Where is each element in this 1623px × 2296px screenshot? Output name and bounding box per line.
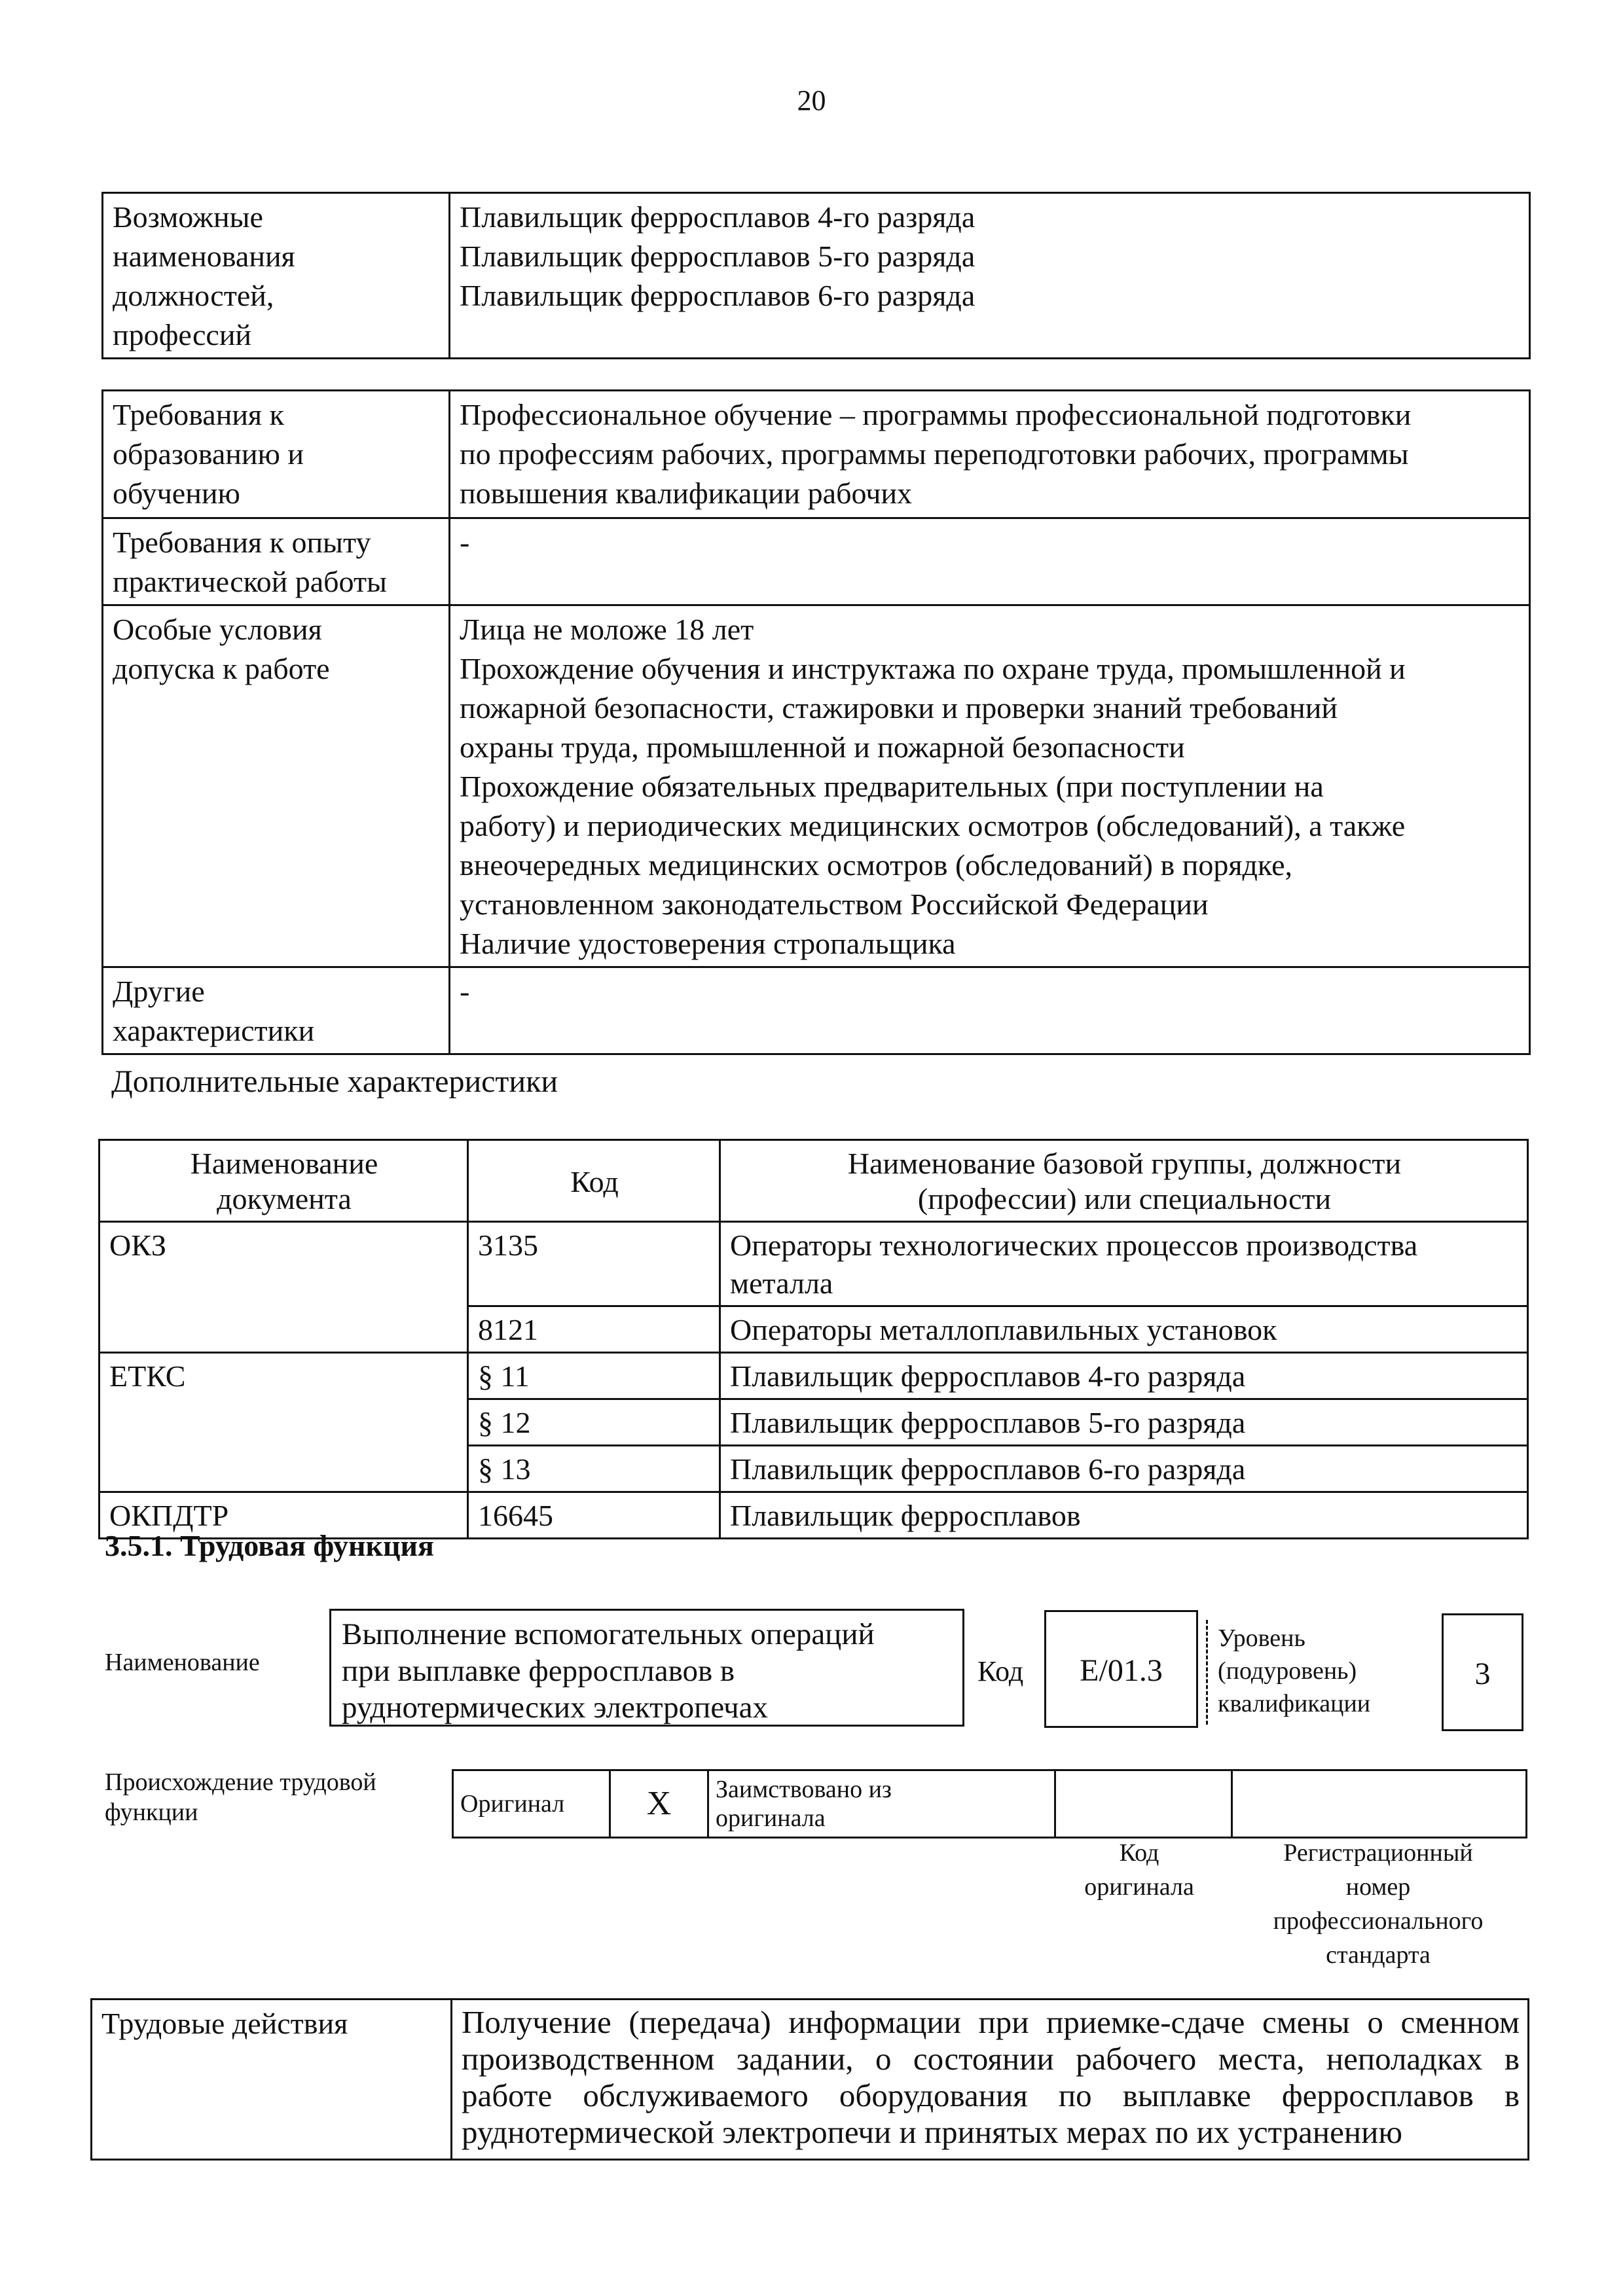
borrowed-label bbox=[708, 1770, 1055, 1838]
code-cell: 8121 bbox=[468, 1306, 720, 1353]
label-line: Требования к опыту bbox=[113, 526, 371, 559]
original-mark: X bbox=[610, 1770, 708, 1838]
level-label-line: Уровень bbox=[1218, 1624, 1305, 1652]
function-name-box bbox=[329, 1609, 964, 1727]
labor-actions-label: Трудовые действия bbox=[92, 2000, 452, 2160]
origin-label bbox=[105, 1767, 376, 1827]
labor-actions-row bbox=[92, 2000, 1529, 2160]
label-line: профессий bbox=[113, 318, 252, 351]
header-line: Наименование базовой группы, должности bbox=[847, 1147, 1402, 1180]
doc-cell: ЕТКС bbox=[100, 1353, 468, 1492]
label-line: Возможные bbox=[113, 200, 263, 234]
label-line: Особые условия bbox=[113, 613, 322, 646]
borrowed-line: оригинала bbox=[716, 1804, 826, 1832]
header-line: Наименование bbox=[190, 1147, 378, 1180]
label-line: образованию и bbox=[113, 437, 304, 471]
code-cell: § 13 bbox=[468, 1446, 720, 1492]
function-name-line: руднотермических электропечах bbox=[342, 1691, 769, 1725]
name-line: Операторы металлоплавильных установок bbox=[730, 1313, 1277, 1346]
label-line: допуска к работе bbox=[113, 652, 330, 685]
value-line: Профессиональное обучение – программы профессиональной подготовки bbox=[460, 398, 1412, 431]
table-row bbox=[100, 1222, 1528, 1306]
requirement-label bbox=[103, 518, 450, 605]
value-line: Лица не моложе 18 лет bbox=[460, 613, 754, 646]
position-item: Плавильщик ферросплавов 5-го разряда bbox=[460, 240, 976, 273]
page-number: 20 bbox=[797, 84, 826, 117]
function-name-label: Наименование bbox=[105, 1649, 260, 1676]
value-line: внеочередных медицинских осмотров (обследований) в порядке, bbox=[460, 848, 1293, 882]
label-line: характеристики bbox=[113, 1014, 315, 1047]
caption-line: оригинала bbox=[1084, 1873, 1194, 1901]
labor-function-heading: 3.5.1. Трудовая функция bbox=[105, 1529, 434, 1562]
position-item: Плавильщик ферросплавов 4-го разряда bbox=[460, 200, 976, 234]
name-cell bbox=[720, 1306, 1528, 1353]
function-code-label: Код bbox=[977, 1655, 1024, 1687]
name-cell bbox=[720, 1492, 1528, 1539]
level-label-line: квалификации bbox=[1218, 1690, 1371, 1717]
requirement-label bbox=[103, 391, 450, 518]
label-line: должностей, bbox=[113, 279, 274, 312]
value-line: Наличие удостоверения стропальщика bbox=[460, 927, 956, 960]
value-line: по профессиям рабочих, программы переподготовки рабочих, программы bbox=[460, 437, 1409, 471]
function-name-line: Выполнение вспомогательных операций bbox=[342, 1617, 875, 1651]
value-line: работу) и периодических медицинских осмотров (обследований), а также bbox=[460, 809, 1406, 842]
code-cell: 16645 bbox=[468, 1492, 720, 1539]
value-line: - bbox=[460, 975, 470, 1008]
requirement-value bbox=[450, 391, 1530, 518]
requirements-table bbox=[101, 389, 1531, 1055]
code-cell: 3135 bbox=[468, 1222, 720, 1306]
original-label: Оригинал bbox=[453, 1770, 610, 1838]
label-line: обучению bbox=[113, 476, 240, 510]
positions-label bbox=[103, 193, 450, 359]
caption-line: стандарта bbox=[1326, 1941, 1431, 1969]
dashed-divider bbox=[1206, 1620, 1208, 1725]
labor-actions-table bbox=[90, 1998, 1529, 2161]
origin-table bbox=[452, 1769, 1527, 1839]
requirement-label bbox=[103, 605, 450, 967]
requirements-row-special-conditions bbox=[103, 605, 1530, 967]
additional-heading: Дополнительные характеристики bbox=[111, 1064, 558, 1099]
qualification-level-box: 3 bbox=[1442, 1613, 1523, 1731]
origin-label-line: функции bbox=[105, 1799, 198, 1826]
requirement-label bbox=[103, 967, 450, 1054]
name-cell bbox=[720, 1446, 1528, 1492]
requirement-value bbox=[450, 518, 1530, 605]
borrowed-line: Заимствовано из bbox=[716, 1776, 892, 1803]
positions-row bbox=[103, 193, 1530, 359]
value-line: охраны труда, промышленной и пожарной безопасности bbox=[460, 730, 1185, 764]
reg-number-caption bbox=[1231, 1836, 1525, 1972]
header-line: (профессии) или специальности bbox=[917, 1182, 1332, 1215]
function-code-box: E/01.3 bbox=[1044, 1610, 1198, 1728]
positions-table bbox=[101, 192, 1531, 359]
label-line: наименования bbox=[113, 240, 295, 273]
name-line: Плавильщик ферросплавов bbox=[730, 1499, 1081, 1532]
requirements-row-other bbox=[103, 967, 1530, 1054]
name-line: Плавильщик ферросплавов 6-го разряда bbox=[730, 1452, 1246, 1486]
name-line: Плавильщик ферросплавов 4-го разряда bbox=[730, 1359, 1246, 1393]
value-line: пожарной безопасности, стажировки и проверки знаний требований bbox=[460, 691, 1338, 725]
function-name-line: при выплавке ферросплавов в bbox=[342, 1654, 735, 1688]
position-item: Плавильщик ферросплавов 6-го разряда bbox=[460, 279, 976, 312]
value-line: установленном законодательством Российской Федерации bbox=[460, 888, 1209, 921]
requirement-value bbox=[450, 605, 1530, 967]
name-line: Операторы технологических процессов производства bbox=[730, 1229, 1418, 1262]
name-cell bbox=[720, 1399, 1528, 1446]
caption-line: номер bbox=[1345, 1873, 1411, 1901]
value-line: Прохождение обучения и инструктажа по охране труда, промышленной и bbox=[460, 652, 1406, 685]
original-code-cell bbox=[1055, 1770, 1232, 1838]
positions-values bbox=[450, 193, 1530, 359]
requirement-value bbox=[450, 967, 1530, 1054]
header-code: Код bbox=[468, 1140, 720, 1222]
label-line: практической работы bbox=[113, 565, 387, 598]
name-cell bbox=[720, 1222, 1528, 1306]
name-line: металла bbox=[730, 1266, 833, 1300]
origin-label-line: Происхождение трудовой bbox=[105, 1768, 376, 1796]
doc-cell: ОКЗ bbox=[100, 1222, 468, 1353]
name-line: Плавильщик ферросплавов 5-го разряда bbox=[730, 1406, 1246, 1439]
doc-cell: ОКПДТР bbox=[100, 1492, 468, 1539]
label-line: Требования к bbox=[113, 398, 284, 431]
caption-line: Код bbox=[1119, 1839, 1159, 1867]
header-doc bbox=[100, 1140, 468, 1222]
labor-actions-text: Получение (передача) информации при приемке-сдаче смены о сменном производственном задании, о состоянии рабочего места, неполадках в работе обслуживаемого оборудования по выплавке ферросплавов в руднотермической электропечи и принятых мерах по их устранению bbox=[452, 2000, 1529, 2160]
label-line: Другие bbox=[113, 975, 205, 1008]
table-row bbox=[100, 1353, 1528, 1399]
code-cell: § 11 bbox=[468, 1353, 720, 1399]
level-label-line: (подуровень) bbox=[1218, 1657, 1357, 1685]
caption-line: профессионального bbox=[1273, 1907, 1484, 1935]
requirements-row-education bbox=[103, 391, 1530, 518]
qualification-level-label bbox=[1218, 1622, 1370, 1720]
name-cell bbox=[720, 1353, 1528, 1399]
requirements-row-experience bbox=[103, 518, 1530, 605]
value-line: Прохождение обязательных предварительных (при поступлении на bbox=[460, 770, 1324, 803]
additional-table bbox=[98, 1139, 1529, 1539]
code-cell: § 12 bbox=[468, 1399, 720, 1446]
value-line: - bbox=[460, 526, 470, 559]
header-line: документа bbox=[217, 1182, 352, 1215]
original-code-caption bbox=[1051, 1836, 1228, 1904]
additional-header-row bbox=[100, 1140, 1528, 1222]
header-group bbox=[720, 1140, 1528, 1222]
origin-row bbox=[453, 1770, 1527, 1838]
caption-line: Регистрационный bbox=[1283, 1839, 1473, 1867]
value-line: повышения квалификации рабочих bbox=[460, 476, 913, 510]
reg-number-cell bbox=[1232, 1770, 1527, 1838]
